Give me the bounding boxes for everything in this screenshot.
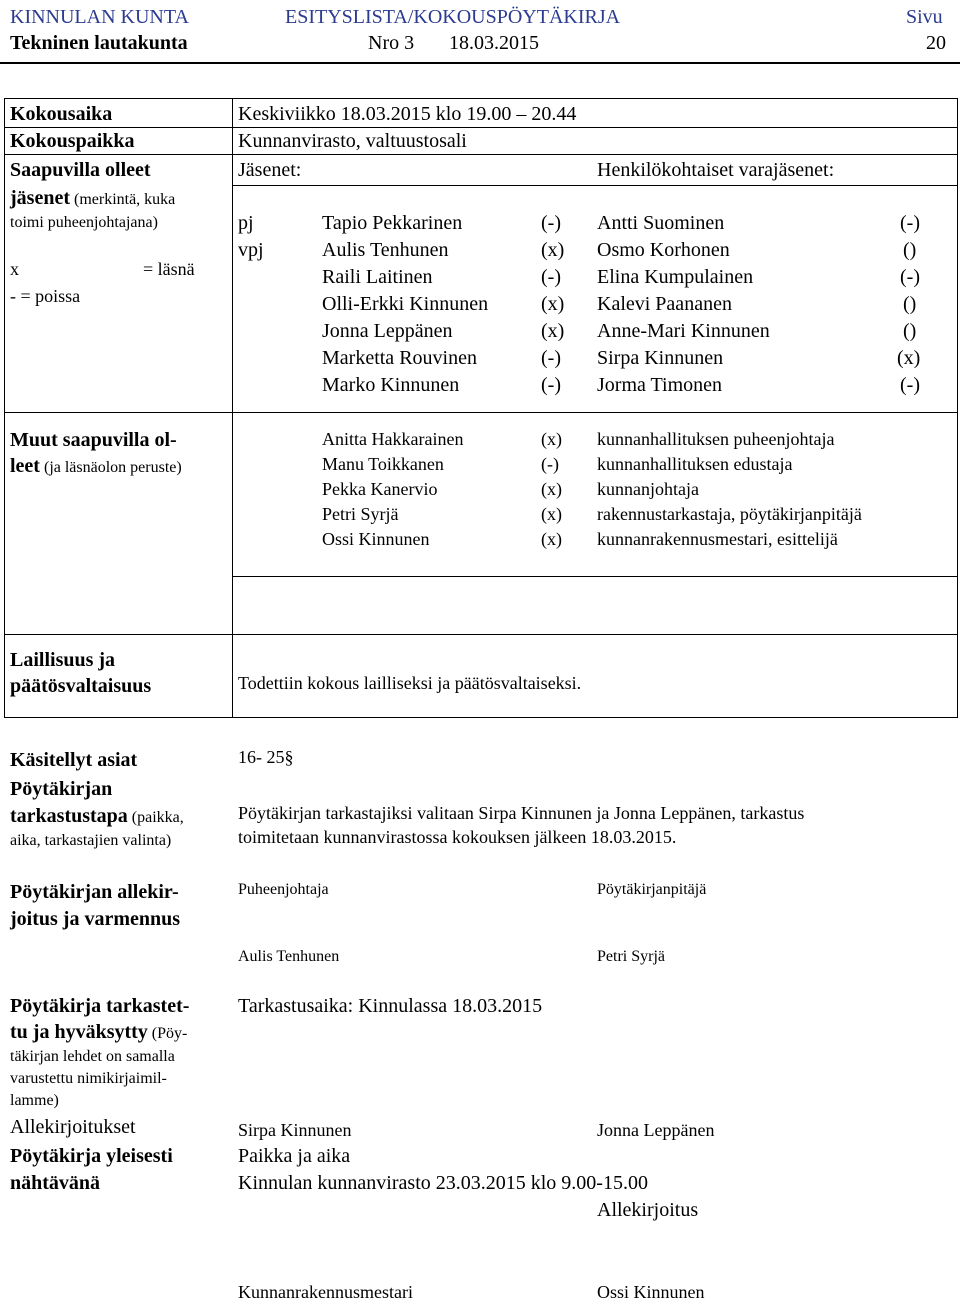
present-label-line-2 <box>10 187 175 209</box>
others-label-note: (ja läsnäolon peruste) <box>39 459 182 476</box>
secretary-name: Petri Syrjä <box>597 948 665 965</box>
legend-dash: - = poissa <box>10 286 81 306</box>
municipality-name: KINNULAN KUNTA <box>10 6 189 28</box>
deputy-attendance: () <box>903 320 917 342</box>
member-name: Tapio Pekkarinen <box>322 212 463 234</box>
public-place-value: Kinnulan kunnanvirasto 23.03.2015 klo 9.00-15.00 <box>238 1172 648 1194</box>
reviewed-label-bold: tu ja hyväksytty <box>10 1021 148 1043</box>
other-name: Petri Syrjä <box>322 504 399 524</box>
reviewed-label-note-4: lamme) <box>10 1092 59 1109</box>
member-attendance: (x) <box>541 320 565 342</box>
other-name: Ossi Kinnunen <box>322 529 430 549</box>
member-attendance: (-) <box>541 374 561 396</box>
table-bottom-border <box>4 717 958 718</box>
document-type: ESITYSLISTA/KOKOUSPÖYTÄKIRJA <box>285 6 621 28</box>
header-divider <box>0 62 960 64</box>
row-divider <box>4 412 958 413</box>
table-top-border <box>4 98 958 99</box>
deputy-attendance: (-) <box>900 212 920 234</box>
reviewer-1: Sirpa Kinnunen <box>238 1120 352 1140</box>
member-name: Jonna Leppänen <box>322 320 453 342</box>
signing-label-2: joitus ja varmennus <box>10 908 181 930</box>
member-name: Marko Kinnunen <box>322 374 460 396</box>
present-label: Saapuvilla olleet <box>10 159 151 181</box>
others-label: Muut saapuvilla ol- <box>10 429 177 451</box>
others-label-line-2 <box>10 455 182 477</box>
review-method-label-note-2: aika, tarkastajien valinta) <box>10 832 172 849</box>
other-basis: kunnanjohtaja <box>597 479 699 499</box>
member-attendance: (-) <box>541 347 561 369</box>
other-basis: kunnanhallituksen edustaja <box>597 454 793 474</box>
deputy-name: Kalevi Paananen <box>597 293 732 315</box>
deputy-name: Osmo Korhonen <box>597 239 730 261</box>
meeting-number: Nro 3 <box>368 32 415 54</box>
other-name: Manu Toikkanen <box>322 454 444 474</box>
member-role: vpj <box>238 239 264 261</box>
legality-label-2: päätösvaltaisuus <box>10 675 152 697</box>
other-attendance: (x) <box>541 479 562 499</box>
member-attendance: (x) <box>541 239 565 261</box>
reviewed-label-note-3: varustettu nimikirjaimil- <box>10 1070 167 1087</box>
review-method-label-bold: tarkastustapa <box>10 805 128 827</box>
deputy-name: Antti Suominen <box>597 212 725 234</box>
legality-label: Laillisuus ja <box>10 649 116 671</box>
other-attendance: (-) <box>541 454 559 474</box>
present-label-note: (merkintä, kuka <box>69 191 176 208</box>
deputy-attendance: (x) <box>897 347 921 369</box>
review-method-label-note: (paikka, <box>127 809 184 826</box>
table-left-border <box>4 98 5 718</box>
table-right-border <box>957 98 958 718</box>
review-time: Tarkastusaika: Kinnulassa 18.03.2015 <box>238 995 543 1017</box>
deputy-attendance: (-) <box>900 266 920 288</box>
row-divider <box>4 154 958 155</box>
meeting-place-label: Kokouspaikka <box>10 130 135 152</box>
member-name: Aulis Tenhunen <box>322 239 449 261</box>
reviewer-2: Jonna Leppänen <box>597 1120 715 1140</box>
review-method-label: Pöytäkirjan <box>10 778 113 800</box>
member-attendance: (x) <box>541 293 565 315</box>
row-divider <box>4 127 958 128</box>
other-attendance: (x) <box>541 429 562 449</box>
other-attendance: (x) <box>541 529 562 549</box>
signatures-label: Allekirjoitukset <box>10 1116 136 1138</box>
signer-title: Kunnanrakennusmestari <box>238 1282 413 1302</box>
legend-x: x <box>10 259 19 279</box>
signature-label: Allekirjoitus <box>597 1199 699 1221</box>
deputy-attendance: () <box>903 293 917 315</box>
page-label: Sivu <box>906 6 943 28</box>
other-name: Anitta Hakkarainen <box>322 429 464 449</box>
review-method-label-line-2 <box>10 805 184 827</box>
row-divider <box>232 576 958 577</box>
members-header: Jäsenet: <box>238 159 302 181</box>
public-place-label: Paikka ja aika <box>238 1145 351 1167</box>
deputy-name: Anne-Mari Kinnunen <box>597 320 770 342</box>
other-basis: kunnanhallituksen puheenjohtaja <box>597 429 835 449</box>
member-attendance: (-) <box>541 212 561 234</box>
row-divider <box>4 634 958 635</box>
other-name: Pekka Kanervio <box>322 479 438 499</box>
deputy-name: Jorma Timonen <box>597 374 723 396</box>
meeting-time-label: Kokousaika <box>10 103 113 125</box>
header-date: 18.03.2015 <box>449 32 539 54</box>
page-number: 20 <box>926 32 946 54</box>
other-basis: kunnanrakennusmestari, esittelijä <box>597 529 838 549</box>
reviewed-label: Pöytäkirja tarkastet- <box>10 995 190 1017</box>
deputy-name: Sirpa Kinnunen <box>597 347 724 369</box>
member-name: Olli-Erkki Kinnunen <box>322 293 489 315</box>
member-role: pj <box>238 212 254 234</box>
meeting-place-value: Kunnanvirasto, valtuustosali <box>238 130 467 152</box>
member-attendance: (-) <box>541 266 561 288</box>
legend-x-description: = läsnä <box>143 259 195 279</box>
deputy-attendance: (-) <box>900 374 920 396</box>
committee-name: Tekninen lautakunta <box>10 32 188 54</box>
review-method-text: Pöytäkirjan tarkastajiksi valitaan Sirpa Kinnunen ja Jonna Leppänen, tarkastus <box>238 803 805 823</box>
deputy-attendance: () <box>903 239 917 261</box>
reviewed-label-line-2 <box>10 1021 187 1043</box>
review-method-text-2: toimitetaan kunnanvirastossa kokouksen jälkeen 18.03.2015. <box>238 827 677 847</box>
member-name: Marketta Rouvinen <box>322 347 477 369</box>
deputies-header: Henkilökohtaiset varajäsenet: <box>597 159 835 181</box>
row-divider <box>232 185 958 186</box>
present-label-note-2: toimi puheenjohtajana) <box>10 214 158 231</box>
reviewed-label-note: (Pöy- <box>147 1025 188 1042</box>
other-attendance: (x) <box>541 504 562 524</box>
chair-name: Aulis Tenhunen <box>238 948 340 965</box>
secretary-title: Pöytäkirjanpitäjä <box>597 881 707 898</box>
signing-label: Pöytäkirjan allekir- <box>10 881 179 903</box>
deputy-name: Elina Kumpulainen <box>597 266 754 288</box>
public-label-2: nähtävänä <box>10 1172 101 1194</box>
items-value: 16- 25§ <box>238 747 294 767</box>
signer-name: Ossi Kinnunen <box>597 1282 705 1302</box>
other-basis: rakennustarkastaja, pöytäkirjanpitäjä <box>597 504 862 524</box>
member-name: Raili Laitinen <box>322 266 433 288</box>
items-label: Käsitellyt asiat <box>10 749 138 771</box>
table-column-divider <box>232 98 233 718</box>
present-label-bold: jäsenet <box>10 187 70 209</box>
meeting-time-value: Keskiviikko 18.03.2015 klo 19.00 – 20.44 <box>238 103 577 125</box>
legality-text: Todettiin kokous lailliseksi ja päätösvaltaiseksi. <box>238 673 582 693</box>
public-label: Pöytäkirja yleisesti <box>10 1145 173 1167</box>
others-label-bold: leet <box>10 455 40 477</box>
chair-title: Puheenjohtaja <box>238 881 329 898</box>
reviewed-label-note-2: täkirjan lehdet on samalla <box>10 1048 175 1065</box>
